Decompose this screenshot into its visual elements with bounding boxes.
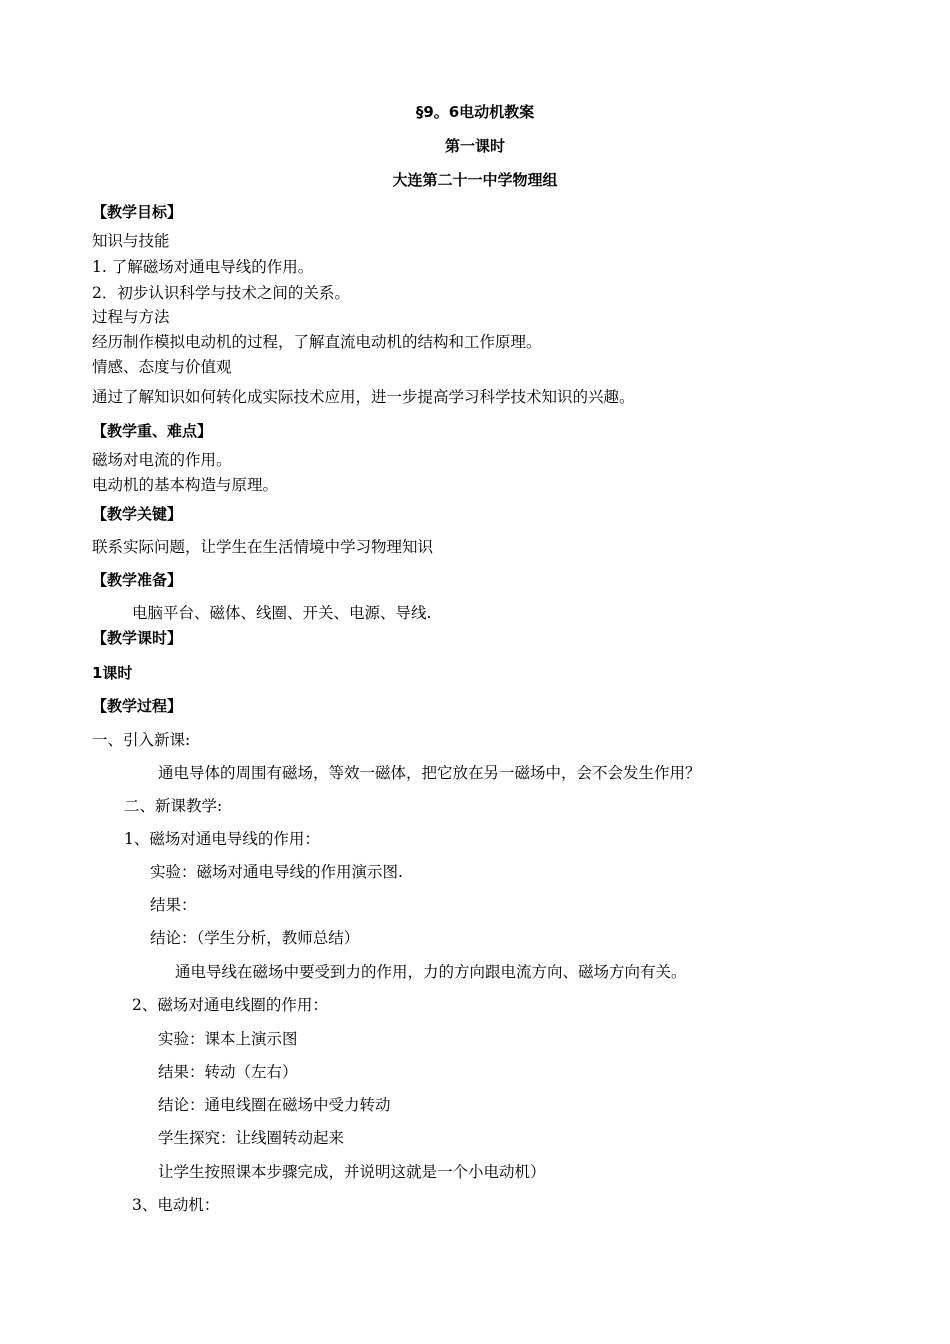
- emotion-title: 情感、态度与价值观: [92, 358, 232, 376]
- key-point-1: 磁场对电流的作用。: [92, 451, 232, 469]
- intro-title: 一、引入新课:: [92, 731, 191, 749]
- document-title: §9。6电动机教案: [415, 103, 535, 121]
- knowledge-title: 知识与技能: [92, 232, 170, 250]
- section-1-conclusion-text: 通电导线在磁场中要受到力的作用，力的方向跟电流方向、磁场方向有关。: [175, 963, 687, 981]
- preparation-heading: 【教学准备】: [92, 571, 183, 589]
- section-2-note: 让学生按照课本步骤完成，并说明这就是一个小电动机）: [158, 1163, 546, 1181]
- key-text: 联系实际问题，让学生在生活情境中学习物理知识: [92, 538, 434, 556]
- section-2-result: 结果：转动（左右）: [158, 1063, 298, 1081]
- duration-text: 1课时: [92, 664, 133, 682]
- process-heading: 【教学过程】: [92, 697, 183, 715]
- emotion-text: 通过了解知识如何转化成实际技术应用，进一步提高学习科学技术知识的兴趣。: [92, 388, 635, 406]
- objectives-heading: 【教学目标】: [92, 203, 183, 221]
- new-lesson-title: 二、新课教学:: [124, 797, 223, 815]
- key-points-heading: 【教学重、难点】: [92, 422, 213, 440]
- knowledge-item-2: 2．初步认识科学与技术之间的关系。: [92, 284, 350, 302]
- duration-heading: 【教学课时】: [92, 629, 183, 647]
- preparation-text: 电脑平台、磁体、线圈、开关、电源、导线.: [132, 604, 432, 622]
- author-label: 大连第二十一中学物理组: [392, 171, 558, 189]
- intro-text: 通电导体的周围有磁场，等效一磁体，把它放在另一磁场中，会不会发生作用？: [158, 764, 701, 782]
- knowledge-item-1: 1. 了解磁场对通电导线的作用。: [92, 258, 314, 276]
- process-text: 经历制作模拟电动机的过程，了解直流电动机的结构和工作原理。: [92, 333, 542, 351]
- section-1-result: 结果：: [150, 896, 197, 914]
- section-3-title: 3、电动机：: [132, 1196, 220, 1214]
- section-2-inquiry: 学生探究：让线圈转动起来: [158, 1129, 345, 1147]
- process-title: 过程与方法: [92, 308, 170, 326]
- key-point-2: 电动机的基本构造与原理。: [92, 476, 279, 494]
- key-heading: 【教学关键】: [92, 505, 183, 523]
- section-2-title: 2、磁场对通电线圈的作用：: [132, 996, 328, 1014]
- lesson-label: 第一课时: [444, 137, 505, 155]
- section-1-experiment: 实验：磁场对通电导线的作用演示图.: [150, 863, 403, 881]
- section-1-title: 1、磁场对通电导线的作用：: [124, 830, 320, 848]
- section-1-conclusion: 结论：（学生分析，教师总结）: [150, 929, 360, 947]
- section-2-experiment: 实验：课本上演示图: [158, 1030, 298, 1048]
- section-2-conclusion: 结论：通电线圈在磁场中受力转动: [158, 1096, 391, 1114]
